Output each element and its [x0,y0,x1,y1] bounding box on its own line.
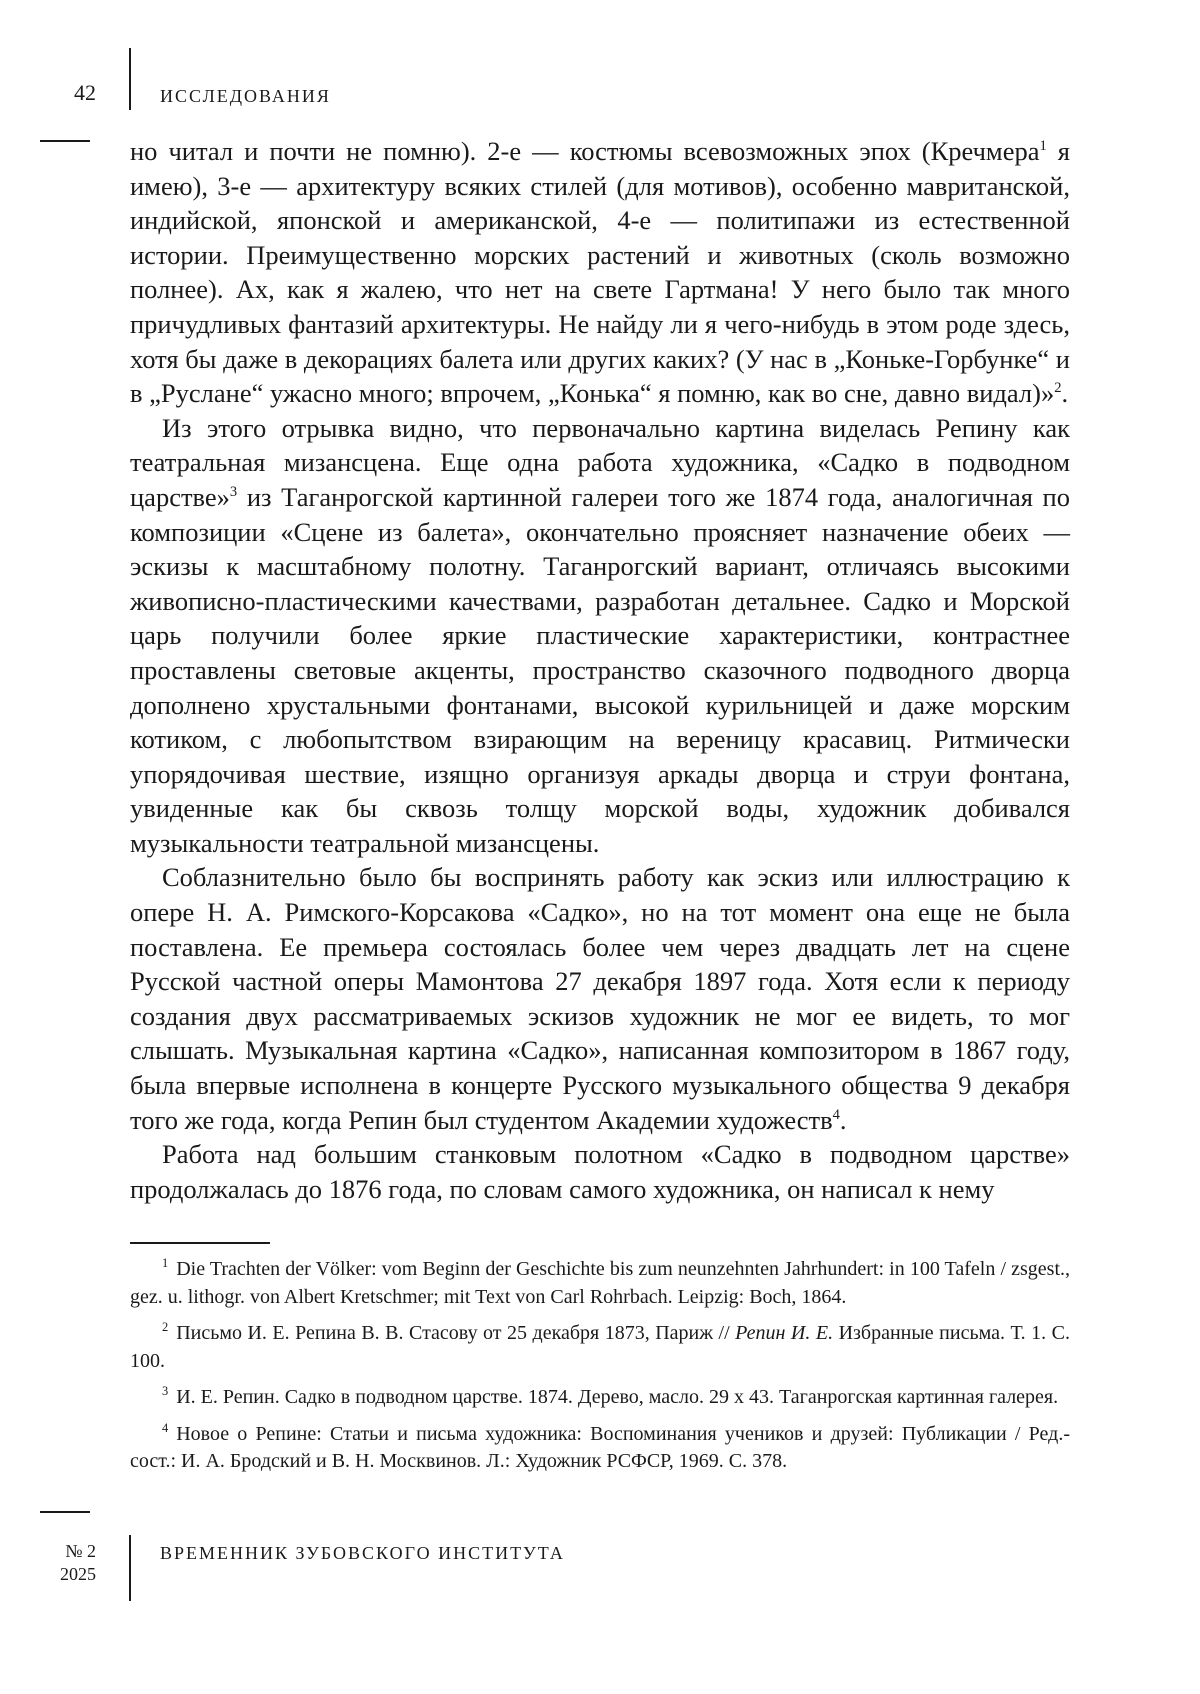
main-text [130,134,1070,1206]
paragraph-2: Из этого отрывка видно, что первоначально картина виделась Репину как театральная мизансцена. Еще одна работа художника, «Садко в подводном царстве»$^3$ из Таганрогской картинной галереи того же 1874 года, аналогичная по композиции «Сцене из балета», окончательно проясняет назначение обеих — эскизы к масштабному полотну. Таганрогский вариант, отличаясь высокими живописно-пластическими качествами, разработан детальнее. Садко и Морской царь получили более яркие пластические характеристики, контрастнее проставлены световые акценты, пространство сказочного подводного дворца дополнено хрустальными фонтанами, высокой курильницей и даже морским котиком, с любопытством взирающим на вереницу красавиц. Ритмически упорядочивая шествие, изящно организуя аркады дворца и струи фонтана, увиденные как бы сквозь толщу морской воды, художник добивался музыкальности театральной мизансцены. [130,412,1070,858]
header-divider [129,48,131,110]
page-number: 42 [74,80,96,105]
issue-info [50,1540,96,1586]
footer-divider [129,1535,131,1601]
footnote-1: $^1$ Die Trachten der Völker: vom Beginn der Geschichte bis zum neunzehnten Jahrhundert: in 100 Tafeln / zsgest., gez. u. lithogr. von Albert Kretschmer; mit Text von Carl Rohrbach. Leipzig: Boch, 1864. [130,1256,1070,1308]
footnotes [130,1256,1070,1485]
footnote-number: 2 [162,1320,169,1335]
footnote-number: 4 [162,1420,169,1435]
footnote-number: 1 [162,1256,169,1271]
paragraph-4: Работа над большим станковым полотном «Садко в подводном царстве» продолжалась до 1876 года, по словам самого художника, он написал к нему [130,1139,1070,1204]
margin-rule-bottom [40,1511,90,1513]
issue-number: № 2 [65,1541,96,1561]
footnote-number: 3 [162,1384,169,1399]
paragraph-1: но читал и почти не помню). 2-е — костюмы всевозможных эпох (Кречмера$^1$ я имею), 3-е — архитектуру всяких стилей (для мотивов), особенно мавританской, индийской, японской и американской, 4-е — политипажи из естественной истории. Преимущественно морских растений и животных (сколь возможно полнее). Ах, как я жалею, что нет на свете Гартмана! У него было так много причудливых фантазий архитектуры. Не найду ли я чего-нибудь в этом роде здесь, хотя бы даже в декорациях балета или других каких? (У нас в „Коньке-Горбунке“ и в „Руслане“ ужасно много; впрочем, „Конька“ я помню, как во сне, давно видал)»$^2$. [130,136,1070,409]
footnote-ref-4[interactable]: 4 [832,1106,840,1123]
journal-title: ВРЕМЕННИК ЗУБОВСКОГО ИНСТИТУТА [160,1543,565,1563]
footnote-author: Репин И. Е. [735,1322,834,1344]
footnote-4: $^4$ Новое о Репине: Статьи и письма художника: Воспоминания учеников и друзей: Публикации / Ред.-сост.: И. А. Бродский и В. Н. Москвинов. Л.: Художник РСФСР, 1969. С. 378. [130,1420,1070,1472]
footnote-separator [130,1242,270,1244]
paragraph-3: Соблазнительно было бы воспринять работу как эскиз или иллюстрацию к опере Н. А. Римского-Корсакова «Садко», но на тот момент она еще не была поставлена. Ее премьера состоялась более чем через двадцать лет на сцене Русской частной оперы Мамонтова 27 декабря 1897 года. Хотя если к периоду создания двух рассматриваемых эскизов художник не мог ее видеть, то мог слышать. Музыкальная картина «Садко», написанная композитором в 1867 году, была впервые исполнена в концерте Русского музыкального общества 9 декабря того же года, когда Репин был студентом Академии художеств$^4$. [130,862,1070,1135]
footnote-ref-2[interactable]: 2 [1054,380,1062,397]
footnote-ref-1[interactable]: 1 [1039,138,1047,155]
margin-rule-top [40,140,90,142]
footnote-2: $^2$ Письмо И. Е. Репина В. В. Стасову от 25 декабря 1873, Париж // Репин И. Е. Избранные письма. Т. 1. С. 100. [130,1320,1070,1372]
footnote-ref-3[interactable]: 3 [229,484,238,501]
running-head: ИССЛЕДОВАНИЯ [160,86,331,106]
issue-year: 2025 [60,1564,96,1584]
footnote-3: $^3$ И. Е. Репин. Садко в подводном царстве. 1874. Дерево, масло. 29 x 43. Таганрогская картинная галерея. [162,1384,1059,1408]
